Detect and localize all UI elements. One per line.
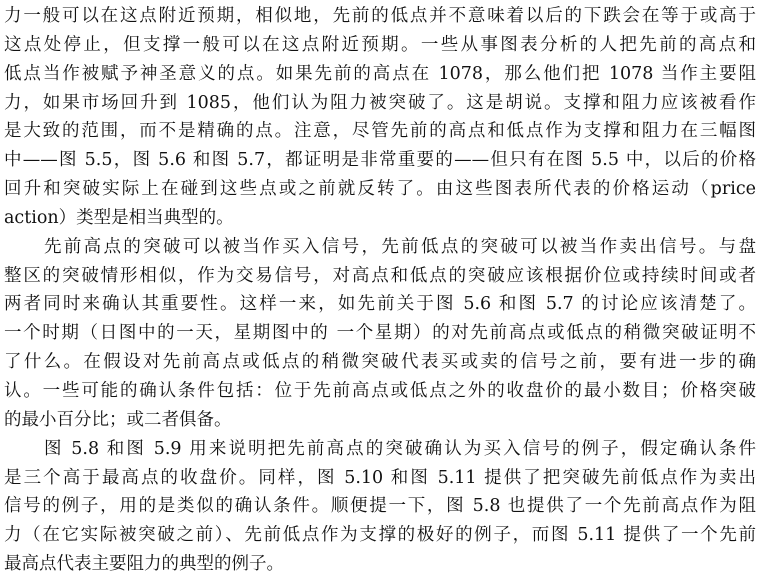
text-line: 最高点代表主要阻力的典型的例子。 [4,554,284,574]
text-line: 中——图 5.5，图 5.6 和图 5.7，都证明是非常重要的——但只有在图 5.5 中，以后的价格 [4,150,756,171]
text-line: 是三个高于最高点的收盘价。同样，图 5.10 和图 5.11 提供了把突破先前低点作为卖出 [4,467,756,488]
text-line: 先前高点的突破可以被当作买入信号，先前低点的突破可以被当作卖出信号。与盘 [44,236,756,257]
text-line: 力（在它实际被突破之前）、先前低点作为支撑的极好的例子，而图 5.11 提供了一个先前 [4,525,756,546]
text-line: 是大致的范围，而不是精确的点。注意，尽管先前的高点和低点作为支撑和阻力在三幅图 [4,121,756,142]
text-line: 这点处停止，但支撑一般可以在这点附近预期。一些从事图表分析的人把先前的高点和 [4,34,756,55]
text-line: 力一般可以在这点附近预期，相似地，先前的低点并不意味着以后的下跌会在等于或高于 [4,6,756,26]
text-line: 的最小百分比；或二者俱备。 [4,409,232,430]
text-line: 回升和突破实际上在碰到这些点或之前就反转了。由这些图表所代表的价格运动（price [4,179,756,200]
text-line: 图 5.8 和图 5.9 用来说明把先前高点的突破确认为买入信号的例子，假定确认条件 [44,438,756,459]
text-line: 了什么。在假设对先前高点或低点的稍微突破代表买或卖的信号之前，要有进一步的确 [4,352,756,373]
text-line: action）类型是相当典型的。 [4,207,234,228]
text-line: 两者同时来确认其重要性。这样一来，如先前关于图 5.6 和图 5.7 的讨论应该清楚了。 [4,294,756,315]
text-line: 信号的例子，用的是类似的确认条件。顺便提一下，图 5.8 也提供了一个先前高点作为阻 [4,496,756,517]
text-line: 低点当作被赋予神圣意义的点。如果先前的高点在 1078，那么他们把 1078 当作主要阻 [4,63,756,84]
text-line: 认。一些可能的确认条件包括：位于先前高点或低点之外的收盘价的最小数目；价格突破 [4,380,756,401]
text-line: 力，如果市场回升到 1085，他们认为阻力被突破了。这是胡说。支撑和阻力应该被看作 [4,92,756,113]
text-line: 整区的突破情形相似，作为交易信号，对高点和低点的突破应该根据价位或持续时间或者 [4,265,756,286]
text-line: 一个时期（日图中的一天，星期图中的 一个星期）的对先前高点或低点的稍微突破证明不 [4,323,756,344]
